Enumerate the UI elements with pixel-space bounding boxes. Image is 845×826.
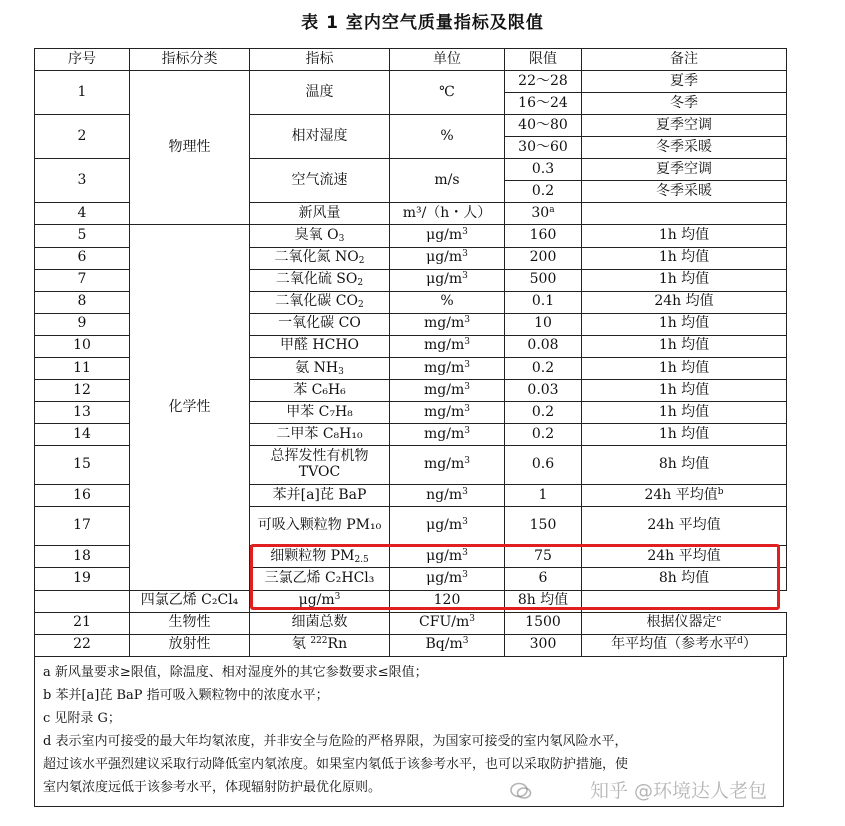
table-row [35,634,787,656]
limit: 75 [505,546,582,568]
limit: 6 [505,568,582,590]
unit-text: μg/m [426,249,463,266]
note-footnote-mark: b [717,486,724,497]
indicator: 一氧化碳 CO [250,313,390,335]
header-row [35,49,787,71]
unit [390,424,505,446]
limit: 30～60 [505,137,582,159]
unit [390,269,505,291]
indicator: 温度 [250,71,390,115]
indicator-subscript: 3 [338,366,344,377]
note-text: 根据仪器定 [646,614,717,631]
limit-footnote-mark: a [549,205,555,216]
unit: m³/（h・人） [390,203,505,225]
footnote-a: a 新风量要求≥限值，除温度、相对湿度外的其它参数要求≤限值； [43,665,428,680]
watermark-text: 知乎 @环境达人老包 [590,780,768,802]
limit-value: 30 [531,205,550,222]
limit [505,203,582,225]
watermark [510,776,767,803]
footnote-d-line-3: 室内氡浓度远低于该参考水平，体现辐射防护最优化原则。 [43,780,382,795]
col-header-no: 序号 [35,49,130,71]
note-footnote-mark: d [737,636,743,647]
limit: 150 [505,507,582,546]
table-row [35,612,787,634]
indicator-subscript: 2.5 [354,555,369,566]
unit: ℃ [390,71,505,115]
indicator: 总挥发性有机物 TVOC [250,446,390,485]
footnote-b: b 苯并[a]芘 BaP 指可吸入颗粒物中的浓度水平； [43,688,329,703]
indicator [250,291,390,313]
unit-superscript: 3 [462,486,468,497]
limit: 0.1 [505,291,582,313]
row-no: 7 [35,269,130,291]
limit: 0.3 [505,159,582,181]
limit: 200 [505,247,582,269]
unit-text: mg/m [424,403,465,420]
note: 8h 均值 [505,590,582,612]
limit: 500 [505,269,582,291]
table-title: 表 1 室内空气质量指标及限值 [301,13,544,33]
unit-text: mg/m [424,456,465,473]
unit-superscript: 3 [462,570,468,581]
wechat-icon [510,782,532,800]
indicator: 四氯乙烯 C₂Cl₄ [130,590,250,612]
unit-superscript: 3 [464,337,470,348]
unit [390,313,505,335]
limit: 0.03 [505,379,582,401]
unit-text: mg/m [424,381,465,398]
indicator-text: 二氧化硫 SO [275,271,358,288]
unit-text: mg/m [424,337,465,354]
unit-text: Bq/m [425,636,463,653]
unit-superscript: 3 [462,271,468,282]
row-no: 4 [35,203,130,225]
unit-superscript: 3 [464,381,470,392]
unit: % [390,291,505,313]
indicator [250,247,390,269]
indicator-text: 氨 NH [295,359,339,376]
unit-text: μg/m [426,271,463,288]
unit-superscript: 3 [462,227,468,238]
note-text: 24h 平均值 [644,486,718,503]
limit: 0.2 [505,181,582,203]
unit-text: μg/m [298,592,335,609]
col-header-limit: 限值 [505,49,582,71]
highlight-box [250,544,780,610]
note [582,485,787,507]
indicator-subscript: 2 [357,300,364,311]
row-no: 2 [35,115,130,159]
category-physical: 物理性 [130,71,250,225]
note: 夏季空调 [582,115,787,137]
note [582,612,787,634]
indicator [250,634,390,656]
indicator: 甲苯 C₇H₈ [250,401,390,423]
indicator: 三氯乙烯 C₂HCl₃ [250,568,390,590]
unit-text: mg/m [424,315,465,332]
limit: 40～80 [505,115,582,137]
note: 1h 均值 [582,401,787,423]
note: 1h 均值 [582,247,787,269]
unit [390,401,505,423]
indicator: 甲醛 HCHO [250,335,390,357]
indicator-text: 细颗粒物 PM [270,548,355,565]
category-biological: 生物性 [130,612,250,634]
col-header-indicator: 指标 [250,49,390,71]
unit [390,247,505,269]
limit: 0.2 [505,424,582,446]
limit: 0.08 [505,335,582,357]
limit: 0.2 [505,357,582,379]
row-no: 1 [35,71,130,115]
unit [390,634,505,656]
col-header-note: 备注 [582,49,787,71]
indicator [250,269,390,291]
row-no: 8 [35,291,130,313]
note: 1h 均值 [582,313,787,335]
note: 1h 均值 [582,357,787,379]
col-header-category: 指标分类 [130,49,250,71]
limit: 160 [505,225,582,247]
unit-superscript: 3 [462,548,468,559]
unit-text: ng/m [426,486,463,503]
indicator: 新风量 [250,203,390,225]
note: 1h 均值 [582,225,787,247]
table-row [35,71,787,93]
indicator: 苯并[a]芘 BaP [250,485,390,507]
indicator-text: 臭氧 O [294,227,339,244]
unit-text: mg/m [424,425,465,442]
row-no: 16 [35,485,130,507]
limit: 300 [505,634,582,656]
unit-superscript: 3 [464,315,470,326]
limit: 1 [505,485,582,507]
note: 夏季 [582,71,787,93]
unit-superscript: 3 [464,456,470,467]
note: 24h 平均值 [582,507,787,546]
note [582,203,787,225]
unit-superscript: 3 [464,359,470,370]
unit [390,507,505,546]
indicator-subscript: 2 [358,256,365,267]
indicator-text: 二氧化碳 CO [275,293,358,310]
indicator [250,357,390,379]
row-no: 18 [35,546,130,568]
indicator-superscript: 222 [310,636,328,647]
indicator-subscript: 2 [357,278,364,289]
table-row [35,225,787,247]
note: 24h 平均值 [582,546,787,568]
unit [390,357,505,379]
unit-text: μg/m [426,227,463,244]
indicator: 相对湿度 [250,115,390,159]
unit-text: μg/m [426,548,463,565]
indicator: 可吸入颗粒物 PM₁₀ [250,507,390,546]
limit: 16～24 [505,93,582,115]
limit: 0.6 [505,446,582,485]
row-no [35,590,130,612]
note: 冬季采暖 [582,137,787,159]
note [582,634,787,656]
row-no: 17 [35,507,130,546]
unit-superscript: 3 [334,592,341,603]
row-no: 19 [35,568,130,590]
unit-superscript: 3 [464,403,470,414]
indicator: 细菌总数 [250,612,390,634]
row-no: 12 [35,379,130,401]
unit [390,335,505,357]
note-text-after: ） [742,636,757,653]
limit: 0.2 [505,401,582,423]
limit: 10 [505,313,582,335]
col-header-unit: 单位 [390,49,505,71]
unit-superscript: 3 [462,249,468,260]
limit: 120 [390,590,505,612]
indicator-text: 二氧化氮 NO [274,249,359,266]
footnote-c: c 见附录 G； [43,711,121,726]
note-text: 年平均值（参考水平 [611,636,738,653]
unit: m/s [390,159,505,203]
limit: 1500 [505,612,582,634]
note: 1h 均值 [582,424,787,446]
indicator: 二甲苯 C₈H₁₀ [250,424,390,446]
unit-text: mg/m [424,359,465,376]
note: 1h 均值 [582,269,787,291]
row-no: 11 [35,357,130,379]
row-no: 21 [35,612,130,634]
unit: % [390,115,505,159]
unit-text: CFU/m [419,614,470,631]
note-footnote-mark: c [716,614,722,625]
note: 1h 均值 [582,335,787,357]
unit-superscript: 3 [462,636,469,647]
row-no: 15 [35,446,130,485]
note: 冬季采暖 [582,181,787,203]
indicator [250,225,390,247]
row-no: 14 [35,424,130,446]
unit-text: μg/m [426,570,463,587]
row-no: 9 [35,313,130,335]
indicator-text: 氡 [291,636,306,653]
limit: 22～28 [505,71,582,93]
unit [390,446,505,485]
unit-superscript: 3 [464,425,470,436]
note: 8h 均值 [582,446,787,485]
note: 8h 均值 [582,568,787,590]
category-radioactive: 放射性 [130,634,250,656]
row-no: 3 [35,159,130,203]
indicator: 空气流速 [250,159,390,203]
row-no: 10 [35,335,130,357]
row-no: 22 [35,634,130,656]
category-chemical: 化学性 [130,225,250,590]
indicator: 苯 C₆H₆ [250,379,390,401]
row-no: 13 [35,401,130,423]
footnote-d: d 表示室内可接受的最大年均氡浓度，并非安全与危险的严格界限，为国家可接受的室内氡风险水平， [43,734,628,749]
indicator-text-after: Rn [327,636,348,653]
unit-text: μg/m [426,517,463,534]
unit-superscript: 3 [469,614,475,625]
note: 1h 均值 [582,379,787,401]
footnote-d-line-2: 超过该水平强烈建议采取行动降低室内氡浓度。如果室内氡低于该参考水平，也可以采取防护措施，使 [43,757,629,772]
note: 24h 均值 [582,291,787,313]
row-no: 5 [35,225,130,247]
note: 夏季空调 [582,159,787,181]
note: 冬季 [582,93,787,115]
row-no: 6 [35,247,130,269]
unit [390,225,505,247]
unit [390,485,505,507]
unit [390,379,505,401]
unit [390,612,505,634]
indicator-subscript: 3 [338,234,345,245]
unit-superscript: 3 [462,517,468,528]
